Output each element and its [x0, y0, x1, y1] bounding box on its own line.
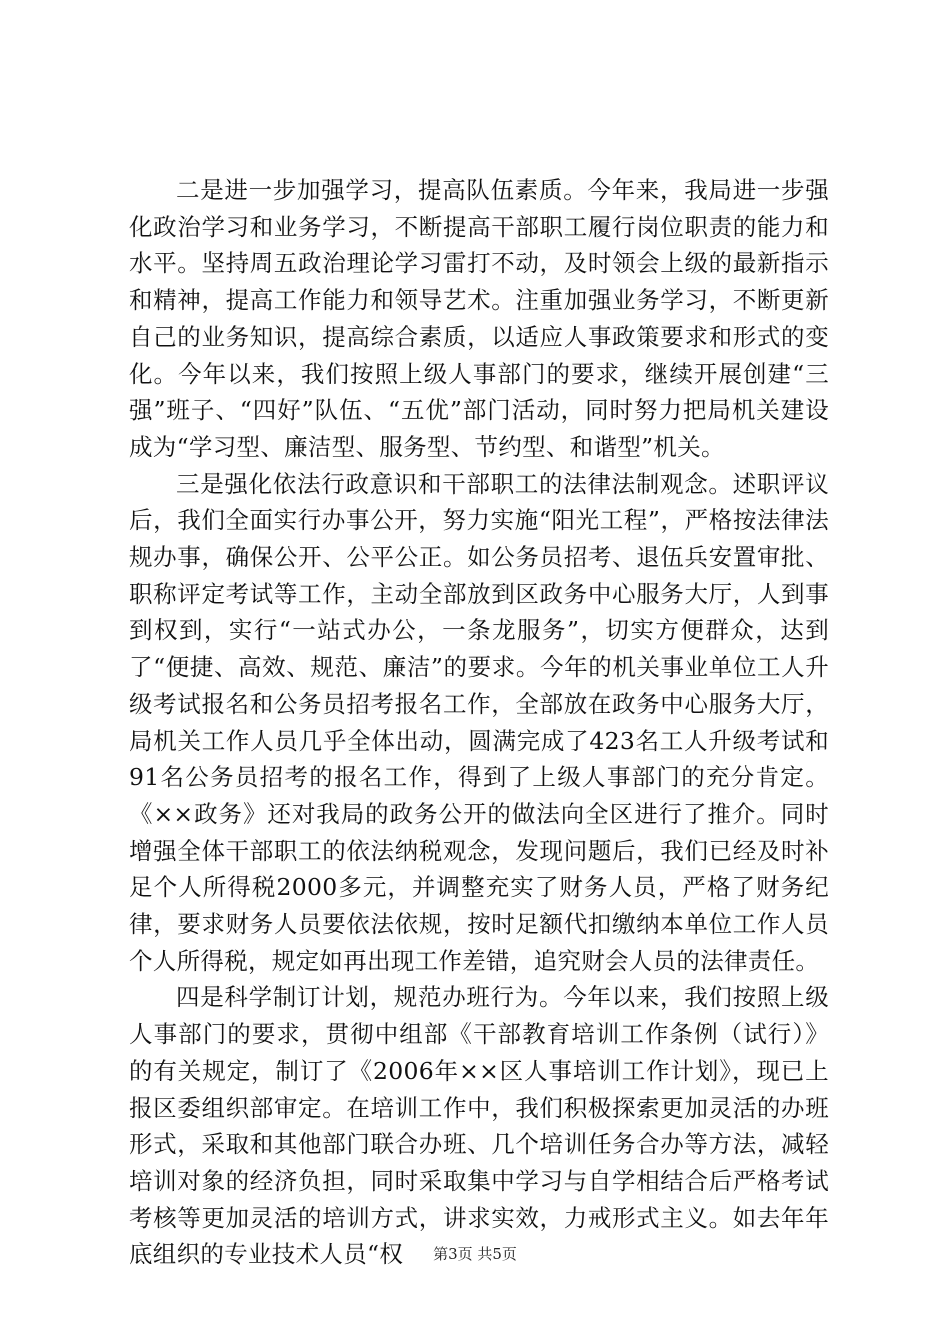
page-number: 第3页 共5页 — [433, 1245, 517, 1263]
paragraph-study: 二是进一步加强学习，提高队伍素质。今年来，我局进一步强化政治学习和业务学习，不断提高干部职工履行岗位职责的能力和水平。坚持周五政治理论学习雷打不动，及时领会上级的最新指示和精神，提高工作能力和领导艺术。注重加强业务学习，不断更新自己的业务知识，提高综合素质，以适应人事政策要求和形式的变化。今年以来，我们按照上级人事部门的要求，继续开展创建“三强”班子、“四好”队伍、“五优”部门活动，同时努力把局机关建设成为“学习型、廉洁型、服务型、节约型、和谐型”机关。 — [129, 176, 829, 461]
paragraph-rule-of-law: 三是强化依法行政意识和干部职工的法律法制观念。述职评议后，我们全面实行办事公开，努力实施“阳光工程”，严格按法律法规办事，确保公开、公平公正。如公务员招考、退伍兵安置审批、职称评定考试等工作，主动全部放到区政务中心服务大厅，人到事到权到，实行“一站式办公，一条龙服务”，切实方便群众，达到了“便捷、高效、规范、廉洁”的要求。今年的机关事业单位工人升级考试报名和公务员招考报名工作，全部放在政务中心服务大厅，局机关工作人员几乎全体出动，圆满完成了423名工人升级考试和91名公务员招考的报名工作，得到了上级人事部门的充分肯定。《××政务》还对我局的政务公开的做法向全区进行了推介。同时增强全体干部职工的依法纳税观念，发现问题后，我们已经及时补足个人所得税2000多元，并调整充实了财务人员，严格了财务纪律，要求财务人员要依法依规，按时足额代扣缴纳本单位工作人员个人所得税，规定如再出现工作差错，追究财会人员的法律责任。 — [129, 469, 829, 975]
page-footer — [0, 1243, 950, 1264]
document-body — [129, 172, 829, 1273]
paragraph-training-plan: 四是科学制订计划，规范办班行为。今年以来，我们按照上级人事部门的要求，贯彻中组部《干部教育培训工作条例（试行）》的有关规定，制订了《2006年××区人事培训工作计划》，现已上报区委组织部审定。在培训工作中，我们积极探索更加灵活的办班形式，采取和其他部门联合办班、几个培训任务合办等方法，减轻培训对象的经济负担，同时采取集中学习与自学相结合后严格考试考核等更加灵活的培训方式，讲求实效，力戒形式主义。如去年年底组织的专业技术人员“权 — [129, 983, 829, 1269]
